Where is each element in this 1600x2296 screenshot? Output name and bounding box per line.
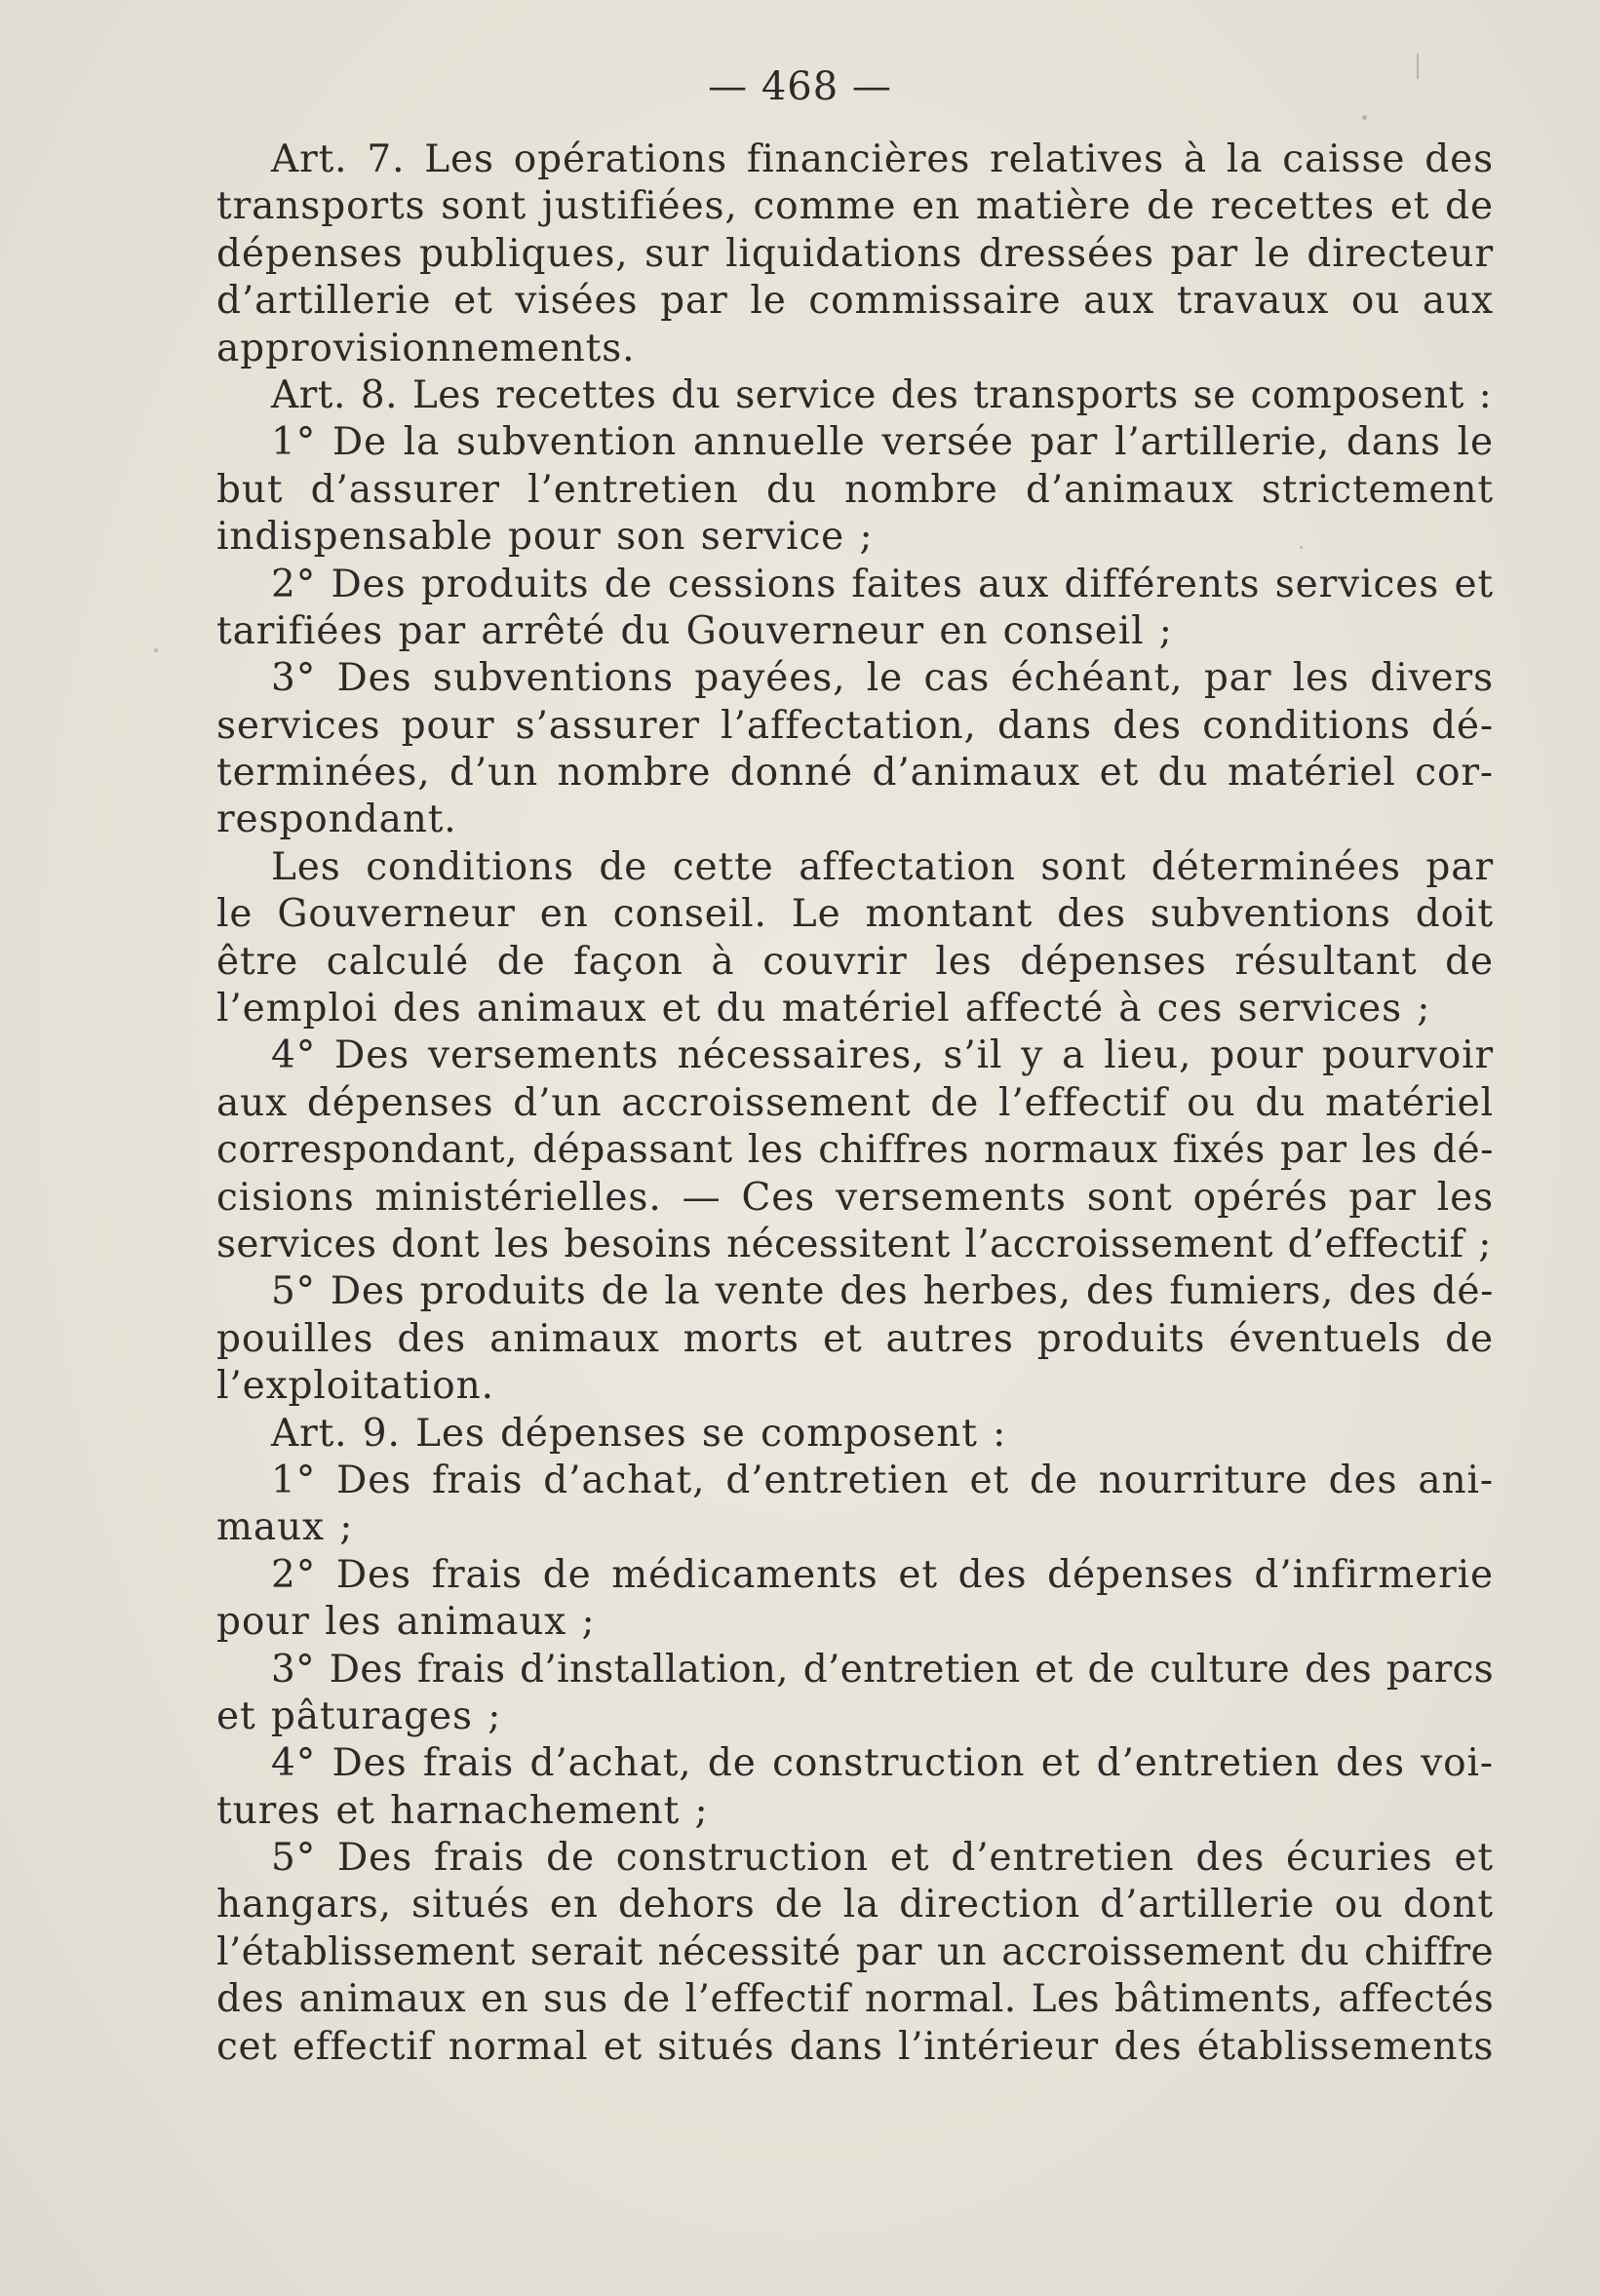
scan-speck [1362, 115, 1367, 120]
text-line: 5° Des produits de la vente des herbes, des fumiers, des dé- [271, 1269, 1494, 1314]
text-line: Art. 7. Les opérations financières relatives à la caisse des [271, 137, 1494, 181]
text-line: le Gouverneur en conseil. Le montant des subventions doit [216, 892, 1494, 937]
text-line: 1° De la subvention annuelle versée par l’artillerie, dans le [271, 420, 1494, 465]
text-line: transports sont justifiées, comme en matière de recettes et de [216, 184, 1494, 229]
text-line: 3° Des subventions payées, le cas échéant, par les divers [271, 656, 1494, 701]
text-line: l’établissement serait nécessité par un accroissement du chiffre [216, 1929, 1494, 1974]
scan-speck [154, 648, 158, 652]
text-line: maux ; [216, 1505, 354, 1550]
text-line: et pâturages ; [216, 1693, 502, 1738]
text-line: services dont les besoins nécessitent l’accroissement d’effectif ; [216, 1222, 1492, 1266]
text-line: Art. 9. Les dépenses se composent : [271, 1411, 1007, 1456]
text-line: 4° Des versements nécessaires, s’il y a lieu, pour pourvoir [271, 1033, 1494, 1078]
text-line: terminées, d’un nombre donné d’animaux et du matériel cor- [216, 751, 1494, 796]
text-line: être calculé de façon à couvrir les dépenses résultant de [216, 939, 1494, 984]
text-line: dépenses publiques, sur liquidations dressées par le directeur [216, 231, 1494, 276]
text-line: Les conditions de cette affectation sont déterminées par [271, 844, 1494, 889]
text-line: aux dépenses d’un accroissement de l’effectif ou du matériel [216, 1080, 1494, 1125]
page-number: — 468 — [708, 64, 892, 109]
body-text [216, 136, 1494, 2071]
text-line: approvisionnements. [216, 326, 636, 370]
text-line: cisions ministérielles. — Ces versements sont opérés par les [216, 1175, 1494, 1220]
text-line: respondant. [216, 798, 457, 842]
text-line: d’artillerie et visées par le commissaire aux travaux ou aux [216, 279, 1494, 324]
text-line: tarifiées par arrêté du Gouverneur en conseil ; [216, 608, 1173, 653]
text-line: pour les animaux ; [216, 1600, 596, 1645]
scan-speck [1417, 54, 1419, 79]
text-line: pouilles des animaux morts et autres produits éventuels de [216, 1316, 1494, 1361]
text-line: tures et harnachement ; [216, 1788, 709, 1833]
text-line: 2° Des frais de médicaments et des dépenses d’infirmerie [271, 1552, 1494, 1597]
text-line: but d’assurer l’entretien du nombre d’animaux strictement [216, 467, 1494, 512]
text-line: cet effectif normal et situés dans l’intérieur des établissements [216, 2024, 1494, 2069]
text-line: indispensable pour son service ; [216, 515, 874, 560]
text-line: Art. 8. Les recettes du service des transports se composent : [271, 372, 1493, 417]
text-line: l’exploitation. [216, 1364, 494, 1409]
scan-speck [1300, 546, 1303, 549]
text-line: 3° Des frais d’installation, d’entretien et de culture des parcs [271, 1647, 1494, 1692]
text-line: hangars, situés en dehors de la direction d’artillerie ou dont [216, 1883, 1494, 1927]
text-line: des animaux en sus de l’effectif normal. Les bâtiments, affectés [216, 1977, 1495, 2022]
text-line: correspondant, dépassant les chiffres normaux fixés par les dé- [216, 1128, 1494, 1173]
text-line: l’emploi des animaux et du matériel affecté à ces services ; [216, 987, 1431, 1031]
text-line: services pour s’assurer l’affectation, dans des conditions dé- [216, 703, 1494, 748]
text-line: 4° Des frais d’achat, de construction et d’entretien des voi- [271, 1741, 1494, 1786]
text-line: 2° Des produits de cessions faites aux différents services et [271, 562, 1494, 606]
text-line: 1° Des frais d’achat, d’entretien et de nourriture des ani- [271, 1458, 1494, 1502]
text-line: 5° Des frais de construction et d’entretien des écuries et [271, 1836, 1494, 1881]
